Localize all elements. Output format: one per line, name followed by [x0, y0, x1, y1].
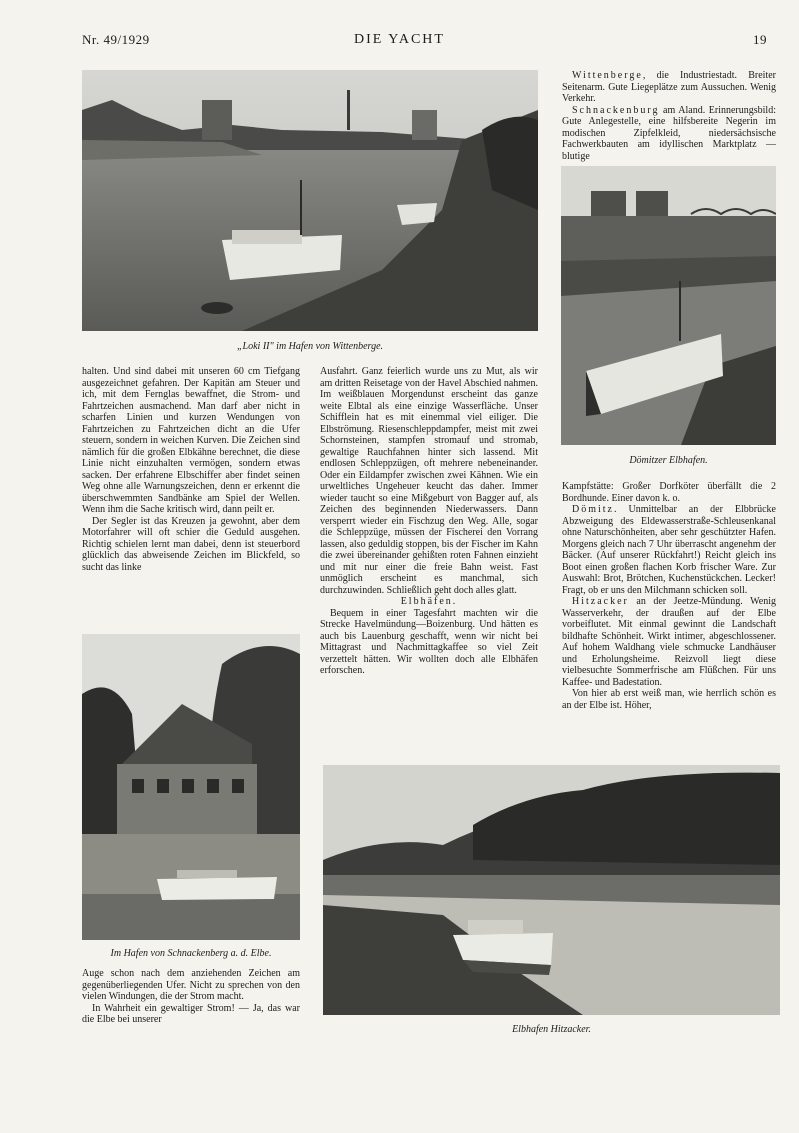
paragraph: Von hier ab erst weiß man, wie herrlich schön es an der Elbe ist. Höher,	[562, 688, 776, 711]
caption-wittenberge: „Loki II" im Hafen von Wittenberge.	[236, 341, 384, 352]
photo-schnackenberg-harbour	[82, 634, 300, 940]
paragraph: In Wahrheit ein gewaltiger Strom! — Ja, das war die Elbe bei unserer	[82, 1002, 300, 1025]
paragraph	[562, 596, 776, 688]
paragraph: halten. Und sind dabei mit unseren 60 cm Tiefgang ausgezeichnet gefahren. Der Kapitän am Steuer und ich, mit dem Fernglas bewaffnet, die Strom- und Fahrtzeichen ausmachend. Man darf aber nicht in scharfen Linien und kurzen Wendungen von Fahrtzeichen zu Fahrtzeichen dicht an die Ufer steuern, sondern in weichen Kurven. Die Zeichen sind nämlich für die großen Elbkähne berechnet, die diese Linie nicht einzuhalten vermögen, sondern etwas sacken. Der erfahrene Elbschiffer aber findet seinen Weg ohne alle Warnungszeichen, denn er erkennt die überschwemmten Sandbänke am Spiel der Wellen. Wenn ihm die Sache kritisch wird, dann peilt er.	[82, 366, 300, 515]
issue-number: Nr. 49/1929	[82, 32, 150, 47]
caption-hitzacker: Elbhafen Hitzacker.	[512, 1024, 591, 1035]
caption-schnackenberg: Im Hafen von Schnackenberg a. d. Elbe.	[110, 948, 272, 959]
column-1-top	[82, 366, 300, 573]
paragraph-text: am Aland. Erinnerungsbild: Gute Anlegestelle, eine hilfsbereite Negerin im modischen Zipfelkleid, niedersächsische Fachwerkbauten am idyllischen Marktplatz — blutige	[562, 104, 776, 162]
photo-hitzacker-harbour	[323, 765, 780, 1015]
paragraph-text: , die Industriestadt. Breiter Seitenarm. Gute Liegeplätze zum Aussuchen. Wenig Verkehr.	[562, 70, 776, 104]
column-1-bottom	[82, 968, 300, 1026]
paragraph: Ausfahrt. Ganz feierlich wurde uns zu Mut, als wir am dritten Reisetage von der Havel Abschied nahmen. Im weißblauen Morgendunst erscheint das ganze weite Elbtal als eine einzige Wasserfläche. Unser Schifflein hat es mit einemmal viel eiliger. Die Elbströmung. Riesenschleppdampfer, meist mit zwei Schornsteinen, stampfen stromauf und stromab, gewaltige Rauchfahnen hinter sich lassend. Mit endlosen Schleppzügen, oft mehrere nebeneinander. Oder ein Eildampfer zwischen zwei Kähnen. Wie ein urweltliches Ungeheuer keucht das daher. Immer wieder taucht so eine Mißgeburt von Bagger auf, als Zeichen des beginnenden Niederwassers. Dann versperrt wieder ein Fischzug den Weg. Alle, sogar die Schleppzüge, müssen der Fischerei den Vorrang lassen, also geduldig stoppen, bis der Fischer im Kahn die zwei übereinander gehißten roten Fahnen einzieht und mit nur einer die freie Bahn weist. Fast unmöglich erscheint es manchmal, sich durchzuwinden. Schließlich geht doch alles glatt.	[320, 366, 538, 596]
paragraph	[562, 105, 776, 163]
column-3-bottom	[562, 481, 776, 711]
place-name: Schnackenburg	[572, 104, 660, 116]
section-heading: Elbhäfen.	[400, 596, 458, 607]
paragraph: Auge schon nach dem anziehenden Zeichen am gegenüberliegenden Ufer. Nicht zu sprechen von den vielen Windungen, die der Strom macht.	[82, 968, 300, 1002]
paragraph: Kampfstätte: Großer Dorfköter überfällt die 2 Bordhunde. Einer davon k. o.	[562, 481, 776, 504]
paragraph	[562, 70, 776, 105]
paragraph	[562, 504, 776, 596]
paragraph-text: an der Jeetze-Mündung. Wenig Wasserverkehr, der draußen auf der Elbe vorbeiflutet. Mit einmal gewinnt die Landschaft bildhafte Schönheit. Wirkt intimer, abgeschlossener. Auf hohem Waldhang viele schmucke Landhäuser und Erholungsheime. Reizvoll liegt diese vielbesuchte Sommerfrische am Flüßchen. Für uns Kaffee- und Badestation.	[562, 596, 776, 688]
photo-doemitz-harbour	[561, 166, 776, 445]
page-number: 19	[753, 32, 767, 47]
place-name: Wittenberge	[572, 70, 643, 81]
magazine-title: DIE YACHT	[354, 32, 445, 47]
caption-doemitz: Dömitzer Elbhafen.	[629, 455, 708, 466]
paragraph: Der Segler ist das Kreuzen ja gewohnt, aber dem Motorfahrer will oft schier die Geduld ausgehen. Richtig schielen lernt man dabei, denn ist steuerbord glücklich das abweisende Zeichen im Blickfeld, so sucht das linke	[82, 515, 300, 573]
photo-wittenberge-harbour	[82, 70, 538, 331]
column-2	[320, 366, 538, 677]
place-name: Hitzacker	[572, 596, 629, 607]
paragraph: Bequem in einer Tagesfahrt machten wir die Strecke Havelmündung—Boizenburg. Und hätten es auch bis Lauenburg geschafft, wenn wir nicht bei Mittagrast und Nachmittagkaffee so viel Zeit verzettelt hätten. Wir wollten doch alle Elbhäfen erforschen.	[320, 607, 538, 676]
place-name: Dömitz	[572, 504, 614, 515]
column-3-top	[562, 70, 776, 162]
paragraph-text: . Unmittelbar an der Elbbrücke Abzweigung des Eldewasserstraße-Schleusenkanal ohne Naturschönheiten, aber sehr geschützter Hafen. Morgens gleich nach 7 Uhr überrascht angenehm der Bäcker. (Auf unserer Rückfahrt!) Reicht gleich ins Boot einen großen flachen Korb frischer Ware. Zur Auswahl: Brot, Brötchen, Kuchenstückchen. Lecker! Fragt, ob er uns den Milchmann schicken soll.	[562, 504, 776, 596]
